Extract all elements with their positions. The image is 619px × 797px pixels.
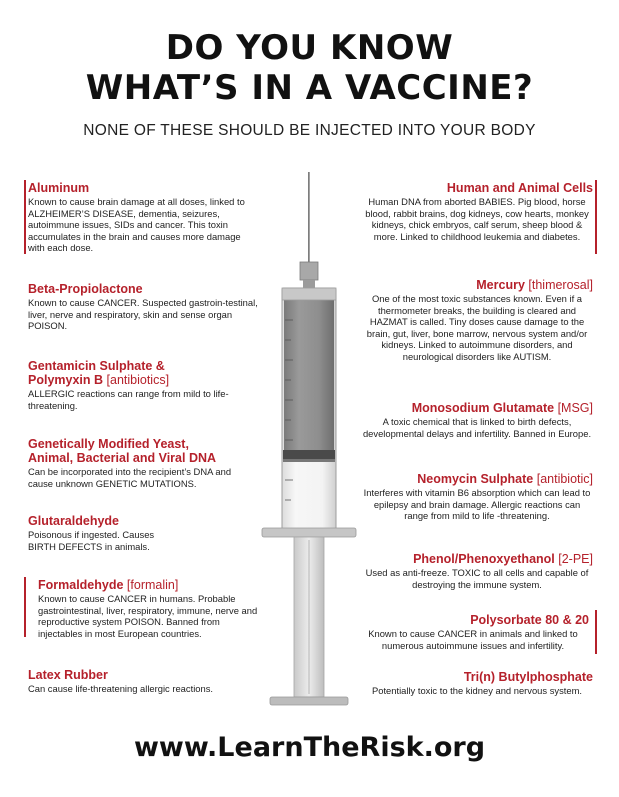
ingredient-description: Known to cause CANCER. Suspected gastroin-testinal, liver, nerve and respiratory, skin and sense organ POISON. xyxy=(28,297,258,332)
title-line-1: DO YOU KNOW xyxy=(165,28,454,68)
ingredient-description: A toxic chemical that is linked to birth defects, developmental delays and infertility. Banned in Europe. xyxy=(362,416,592,439)
accent-bar xyxy=(595,180,597,254)
accent-bar xyxy=(595,610,597,654)
ingredient-phenol xyxy=(361,552,593,590)
ingredient-description: Known to cause brain damage at all doses, linked to ALZHEIMER’S DISEASE, dementia, seizures, autoimmune issues, SIDs and cancer. This toxin accumulates in the brain and causes more damage with each dose. xyxy=(28,196,245,254)
ingredient-glutaraldehyde xyxy=(28,514,258,552)
ingredient-gmo-dna xyxy=(28,437,258,489)
ingredient-latex-rubber xyxy=(28,668,258,695)
ingredient-name: Aluminum xyxy=(28,181,90,195)
ingredient-neomycin-sulphate xyxy=(361,472,593,522)
title-line-2: WHAT’S IN A VACCINE? xyxy=(85,68,534,108)
ingredient-beta-propiolactone xyxy=(28,282,258,332)
footer-url: www.LearnTheRisk.org xyxy=(133,732,486,763)
ingredient-name: Latex Rubber xyxy=(28,668,108,682)
ingredient-msg xyxy=(361,401,593,439)
ingredient-description: Known to cause CANCER in humans. Probable gastrointestinal, liver, respiratory, immune, nerve and reproductive system POISON. Banned from injectables in most European countries. xyxy=(38,593,258,639)
accent-bar xyxy=(24,180,26,254)
ingredient-name-line2: Polymyxin B xyxy=(28,373,104,387)
ingredient-name: Beta-Propiolactone xyxy=(28,282,143,296)
ingredient-description: Potentially toxic to the kidney and nervous system. xyxy=(371,685,582,696)
ingredient-name: Monosodium Glutamate xyxy=(411,401,555,415)
ingredient-bracket: [MSG] xyxy=(557,401,593,415)
ingredient-bracket: [thimerosal] xyxy=(528,278,593,292)
ingredient-name-line2: Animal, Bacterial and Viral DNA xyxy=(28,451,217,465)
ingredient-description: ALLERGIC reactions can range from mild to life-threatening. xyxy=(28,388,229,411)
ingredient-gentamicin-polymyxin xyxy=(28,359,258,411)
ingredient-description: Can cause life-threatening allergic reactions. xyxy=(28,683,213,694)
ingredient-description: Human DNA from aborted BABIES. Pig blood, horse blood, rabbit brains, dog kidneys, cow hearts, monkey kidneys, chick embryos, calf serum, sheep blood & more. Linked to childhood leukemia and diabetes. xyxy=(365,196,589,242)
ingredient-name: Tri(n) Butylphosphate xyxy=(463,670,593,684)
ingredient-description: Known to cause CANCER in animals and linked to numerous autoimmune issues and infertility. xyxy=(368,628,578,651)
ingredient-description: Can be incorporated into the recipient’s DNA and cause unknown GENETIC MUTATIONS. xyxy=(28,466,232,489)
ingredient-description: One of the most toxic substances known. Even if a thermometer breaks, the building is cleared and HAZMAT is called. Tiny doses cause damage to the brain, gut, liver, bone marrow, nervous system and/or kidneys. Linked to autoimmune disorders, and neurological disorders like AUTISM. xyxy=(366,293,588,362)
ingredient-description: Used as anti-freeze. TOXIC to all cells and capable of destroying the immune system. xyxy=(365,567,589,590)
ingredient-name-line1: Genetically Modified Yeast, xyxy=(28,437,189,451)
ingredient-bracket: [formalin] xyxy=(126,578,179,592)
ingredient-name: Phenol/Phenoxyethanol xyxy=(413,552,555,566)
accent-bar xyxy=(24,577,26,637)
ingredient-description: Poisonous if ingested. Causes BIRTH DEFECTS in animals. xyxy=(28,529,155,552)
ingredient-bracket: [2-PE] xyxy=(558,552,593,566)
ingredient-mercury xyxy=(361,278,593,363)
ingredient-human-animal-cells xyxy=(361,181,593,242)
ingredient-polysorbate xyxy=(357,613,589,651)
ingredient-name: Human and Animal Cells xyxy=(446,181,593,195)
ingredient-name: Formaldehyde xyxy=(38,578,124,592)
ingredient-name-line1: Gentamicin Sulphate & xyxy=(28,359,165,373)
ingredient-name: Polysorbate 80 & 20 xyxy=(470,613,589,627)
ingredient-formaldehyde xyxy=(38,578,260,639)
page-subtitle: NONE OF THESE SHOULD BE INJECTED INTO YOUR BODY xyxy=(83,122,536,139)
ingredient-description: Interferes with vitamin B6 absorption which can lead to epilepsy and brain damage. Allergic reactions can range from mild to life -threatening. xyxy=(363,487,591,522)
ingredient-bracket: [antibiotics] xyxy=(106,373,170,387)
ingredient-name: Neomycin Sulphate xyxy=(417,472,534,486)
ingredient-aluminum xyxy=(28,181,258,254)
ingredient-tributylphosphate xyxy=(361,670,593,697)
ingredient-name: Mercury xyxy=(476,278,525,292)
ingredient-bracket: [antibiotic] xyxy=(536,472,593,486)
ingredient-name: Glutaraldehyde xyxy=(28,514,119,528)
